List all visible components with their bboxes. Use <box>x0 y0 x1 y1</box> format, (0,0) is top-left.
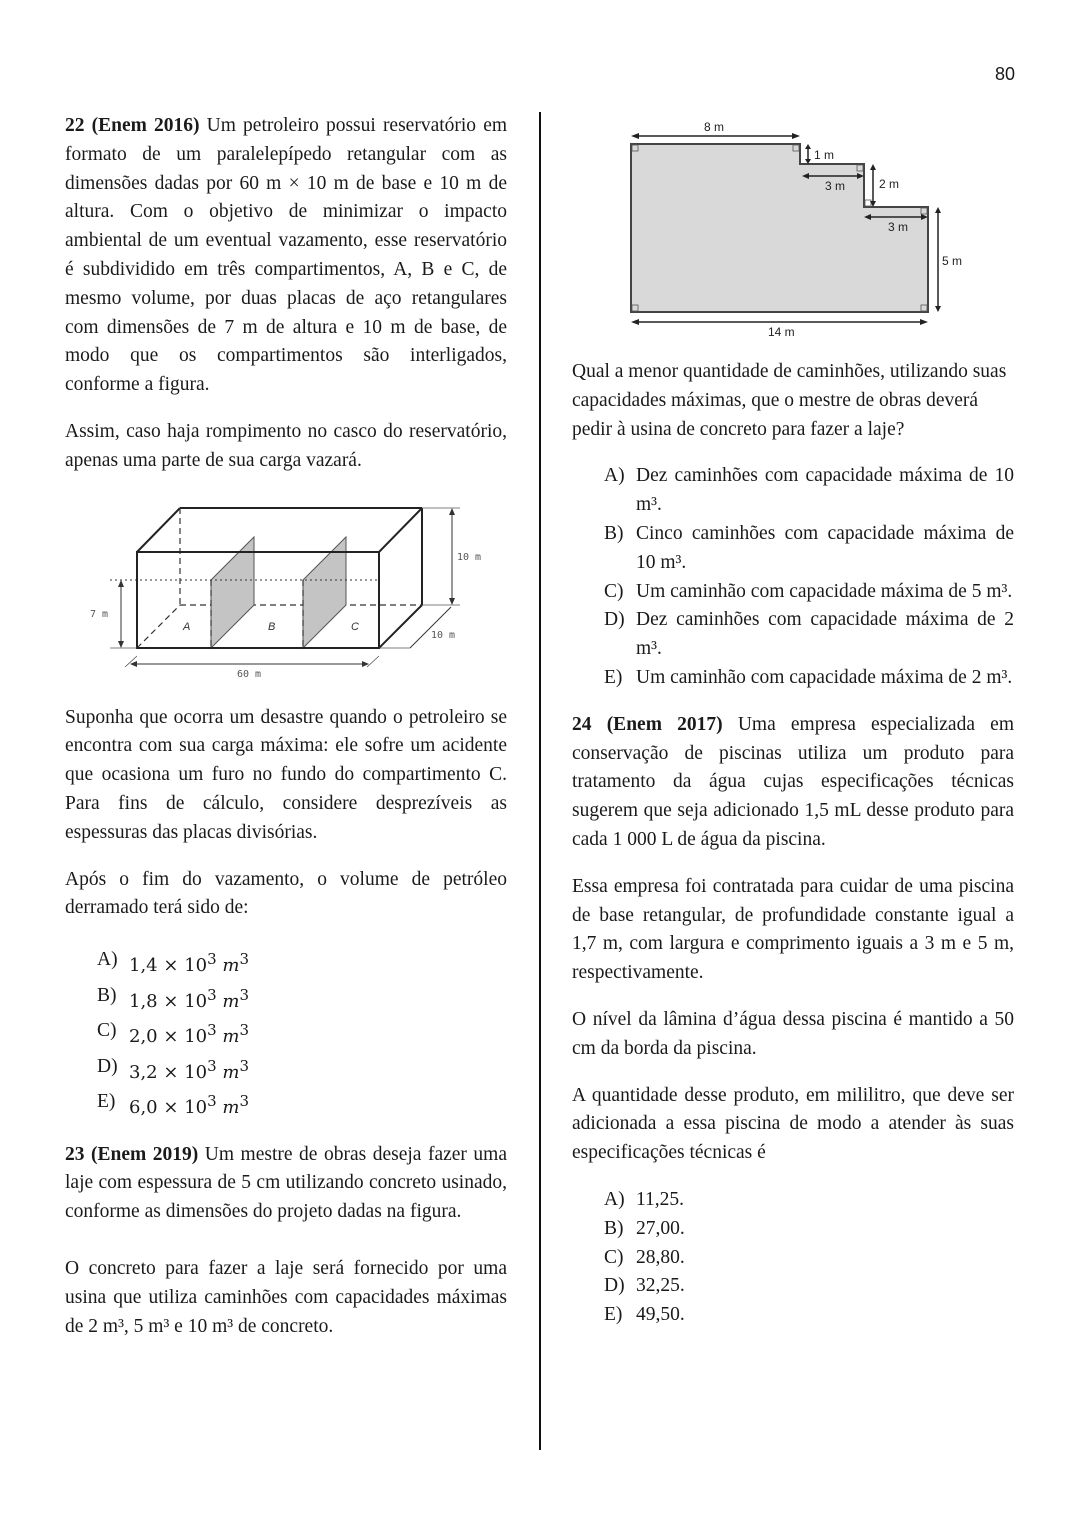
option-value: $2,0 \times 10^3$ $m^3$ <box>129 1021 250 1048</box>
steel-plate-1 <box>211 537 254 648</box>
option-value: $6,0 \times 10^3$ $m^3$ <box>129 1092 250 1119</box>
q24-paragraph-3: O nível da lâmina d’água dessa piscina é mantido a 50 cm da borda da piscina. <box>572 1008 1014 1059</box>
option-text: 11,25. <box>636 1188 685 1210</box>
q24-option-a[interactable] <box>604 1186 1014 1215</box>
label-height: 10 m <box>457 551 482 563</box>
q22-paragraph-3: Suponha que ocorra um desastre quando o petroleiro se encontra com sua carga máxima: ele sofre um acidente que ocasiona um furo no fundo do compartimento C. Para fins de cálculo, considere desprezíveis as espessuras das placas divisórias. <box>65 706 507 843</box>
option-letter: E) <box>97 1091 116 1113</box>
steel-plate-2 <box>303 537 346 648</box>
q23-source: (Enem 2019) <box>91 1143 199 1165</box>
q24-intro-text: Uma empresa especializada em conservação de piscinas utiliza um produto para tratamento da água cujas especificações técnicas sugerem que seja adicionado 1,5 mL desse produto para cada 1 000 L de água da piscina. <box>572 713 1014 850</box>
column-divider <box>539 112 541 1450</box>
q24-option-d[interactable] <box>604 1272 1014 1301</box>
label-step2-height: 2 m <box>879 177 900 191</box>
q24-option-c[interactable] <box>604 1244 1014 1273</box>
option-text: 49,50. <box>636 1304 685 1326</box>
label-step1-width: 3 m <box>825 179 846 193</box>
option-letter: C) <box>97 1020 117 1042</box>
q22-source: (Enem 2016) <box>91 115 200 136</box>
option-value: $3,2 \times 10^3$ $m^3$ <box>129 1056 250 1083</box>
option-value: $1,4 \times 10^3$ $m^3$ <box>129 950 250 977</box>
label-top: 8 m <box>704 120 725 134</box>
compartment-c: C <box>351 620 359 633</box>
q23-options <box>572 462 1014 692</box>
q22-option-d[interactable] <box>97 1052 507 1088</box>
option-letter: B) <box>604 522 624 544</box>
option-letter: E) <box>604 1304 623 1326</box>
q22-option-b[interactable] <box>97 981 507 1017</box>
depth-dimension <box>410 607 451 648</box>
q22-paragraph-2: Assim, caso haja rompimento no casco do reservatório, apenas uma parte de sua carga vazará. <box>65 420 507 471</box>
left-column <box>65 112 507 1359</box>
tank-edge <box>379 605 422 648</box>
question-23 <box>65 1141 507 1342</box>
option-letter: B) <box>97 984 117 1006</box>
q24-question: A quantidade desse produto, em mililitro, que deve ser adicionada a essa piscina de modo a atender às suas especificações técnicas é <box>572 1084 1014 1164</box>
option-letter: E) <box>604 666 623 688</box>
tank-edge <box>137 508 180 552</box>
page-number: 80 <box>994 64 1015 84</box>
q22-options <box>65 945 507 1123</box>
label-step2-width: 3 m <box>888 220 909 234</box>
option-letter: C) <box>604 1246 624 1268</box>
option-text: 32,25. <box>636 1275 685 1297</box>
option-letter: D) <box>97 1055 118 1077</box>
option-text: Um caminhão com capacidade máxima de 2 m³. <box>636 666 1013 688</box>
q22-option-a[interactable] <box>97 945 507 981</box>
q23-option-e[interactable] <box>604 664 1014 693</box>
q23-option-a[interactable] <box>604 462 1014 520</box>
option-letter: B) <box>604 1217 624 1239</box>
question-24 <box>572 711 1014 1330</box>
tank-hidden-edge <box>137 605 180 648</box>
label-length: 60 m <box>237 668 262 680</box>
tank-edge <box>379 508 422 552</box>
q22-number: 22 <box>65 115 85 136</box>
q24-intro <box>572 711 1014 855</box>
q23-slab-figure <box>572 116 1014 344</box>
option-letter: D) <box>604 609 625 631</box>
q23-number: 23 <box>65 1143 85 1165</box>
option-letter: A) <box>604 465 625 487</box>
label-plate: 7 m <box>90 608 109 620</box>
q24-options <box>572 1186 1014 1330</box>
q24-option-e[interactable] <box>604 1301 1014 1330</box>
compartment-b: B <box>268 620 276 633</box>
q22-option-e[interactable] <box>97 1087 507 1123</box>
label-step1-height: 1 m <box>814 148 835 162</box>
option-text: Dez caminhões com capacidade máxima de 10 m³. <box>636 465 1014 516</box>
slab-shape <box>631 144 928 312</box>
compartment-a: A <box>183 620 191 633</box>
q24-source: (Enem 2017) <box>606 713 723 735</box>
option-letter: D) <box>604 1275 625 1297</box>
right-column <box>572 112 1014 1348</box>
q23-option-c[interactable] <box>604 578 1014 607</box>
q24-option-b[interactable] <box>604 1215 1014 1244</box>
option-letter: C) <box>604 580 624 602</box>
q22-tank-figure <box>65 494 507 684</box>
q22-option-c[interactable] <box>97 1016 507 1052</box>
q23-intro-text: Um mestre de obras deseja fazer uma laje com espessura de 5 cm utilizando concreto usinado, conforme as dimensões do projeto dadas na figura. <box>65 1143 507 1223</box>
label-right: 5 m <box>942 254 963 268</box>
q24-number: 24 <box>572 713 592 735</box>
option-text: Um caminhão com capacidade máxima de 5 m³. <box>636 580 1013 602</box>
q23-option-d[interactable] <box>604 606 1014 664</box>
option-letter: A) <box>97 949 118 971</box>
q23-option-b[interactable] <box>604 520 1014 578</box>
option-value: $1,8 \times 10^3$ $m^3$ <box>129 985 250 1012</box>
q23-paragraph-2: O concreto para fazer a laje será fornecido por uma usina que utiliza caminhões com capacidades máximas de 2 m³, 5 m³ e 10 m³ de concreto. <box>65 1258 507 1337</box>
q22-question: Após o fim do vazamento, o volume de petróleo derramado terá sido de: <box>65 868 507 919</box>
option-letter: A) <box>604 1188 625 1210</box>
q23-question: Qual a menor quantidade de caminhões, utilizando suas capacidades máximas, que o mestre de obras deverá pedir à usina de concreto para fazer a laje? <box>572 361 1007 440</box>
option-text: 28,80. <box>636 1246 685 1268</box>
question-23-continued <box>572 358 1014 693</box>
option-text: 27,00. <box>636 1217 685 1239</box>
q22-intro-text: Um petroleiro possui reservatório em formato de um paralelepípedo retangular com as dimensões dadas por 60 m × 10 m de base e 10 m de altura. Com o objetivo de minimizar o impacto ambiental de um eventual vazamento, esse reservatório é subdividido em três compartimentos, A, B e C, de mesmo volume, por duas placas de aço retangulares com dimensões de 7 m de altura e 10 m de base, de modo que os compartimentos são interligados, conforme a figura. <box>65 115 508 396</box>
label-depth: 10 m <box>431 629 456 641</box>
option-text: Cinco caminhões com capacidade máxima de 10 m³. <box>636 522 1014 573</box>
q22-intro <box>65 112 507 400</box>
q24-paragraph-2: Essa empresa foi contratada para cuidar de uma piscina de base retangular, de profundidade constante igual a 1,7 m, com largura e comprimento iguais a 3 m e 5 m, respectivamente. <box>572 875 1014 984</box>
question-22 <box>65 112 507 1123</box>
option-text: Dez caminhões com capacidade máxima de 2 m³. <box>636 609 1014 660</box>
label-bottom: 14 m <box>768 325 795 339</box>
q23-intro <box>65 1141 507 1227</box>
